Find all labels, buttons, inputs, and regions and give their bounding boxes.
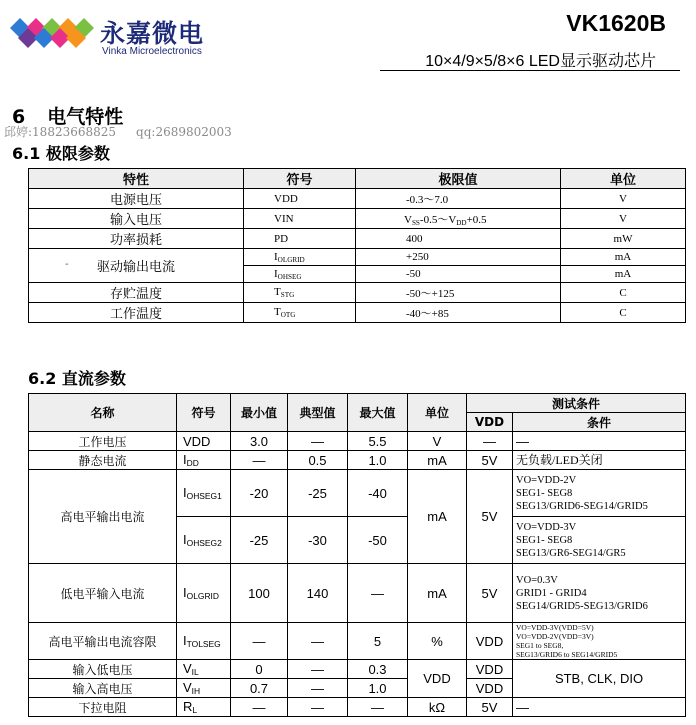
row-unit: C (561, 303, 686, 323)
col-header-characteristic: 特性 (29, 169, 244, 189)
contact-qq: qq:2689802003 (136, 125, 232, 139)
row-max: 5.5 (348, 432, 408, 451)
table-row (29, 189, 686, 209)
condition-line: SEG1- SEG8 (516, 487, 573, 499)
row-min: — (231, 698, 288, 717)
row-symbol: VDD (177, 432, 231, 451)
col-header-symbol: 符号 (177, 394, 231, 432)
table-row (29, 209, 686, 229)
row-symbol (177, 679, 231, 698)
row-condition (513, 517, 686, 564)
sym-main: V (183, 680, 192, 695)
row-name: 功率损耗 (29, 229, 244, 249)
row-min: -25 (231, 517, 288, 564)
condition-line: VO=VDD-3V(VDD=5V) (516, 623, 594, 632)
sym-main: I (274, 250, 278, 263)
table-row (29, 432, 686, 451)
company-name-en: Vinka Microelectronics (102, 46, 202, 57)
sym-sub: L (192, 705, 198, 715)
sym-sub: OHSEG2 (186, 538, 222, 548)
row-unit: V (561, 209, 686, 229)
row-min: — (231, 623, 288, 660)
header-rule (380, 70, 680, 71)
row-name: 下拉电阻 (29, 698, 177, 717)
row-name: 工作电压 (29, 432, 177, 451)
sym-main: T (274, 286, 281, 298)
sym-main: V (183, 661, 192, 676)
row-vdd: 5V (467, 698, 513, 717)
row-name: 低电平输入电流 (29, 564, 177, 623)
sym-sub: TOLSEG (186, 639, 221, 649)
row-max: 1.0 (348, 679, 408, 698)
row-condition (513, 623, 686, 660)
table-header-row (29, 169, 686, 189)
condition-line: SEG1 to SEG8, (516, 641, 564, 650)
row-min: 3.0 (231, 432, 288, 451)
contact-info (4, 123, 232, 140)
condition-line: VO=VDD-2V(VDD=3V) (516, 632, 594, 641)
table-row (29, 451, 686, 470)
sym-sub: DD (186, 458, 199, 468)
row-min: 100 (231, 564, 288, 623)
row-unit: % (408, 623, 467, 660)
condition-line: GRID1 - GRID4 (516, 587, 587, 599)
section-6-title: 电气特性 (47, 106, 124, 128)
sym-sub: OHSEG (277, 272, 302, 281)
row-typ: — (288, 623, 348, 660)
col-header-vdd: VDD (467, 413, 513, 432)
table-row (29, 470, 686, 517)
row-symbol (177, 470, 231, 517)
value-part: +0.5 (466, 213, 487, 226)
row-unit: VDD (408, 660, 467, 698)
row-value: 400 (356, 229, 561, 249)
col-header-min: 最小值 (231, 394, 288, 432)
row-condition (513, 564, 686, 623)
row-condition (513, 470, 686, 517)
row-vdd: — (467, 432, 513, 451)
row-max: 5 (348, 623, 408, 660)
row-vdd: VDD (467, 679, 513, 698)
row-max: — (348, 564, 408, 623)
sym-sub: STG (280, 291, 295, 299)
row-symbol (177, 698, 231, 717)
row-symbol (244, 249, 356, 266)
condition-line: SEG13/GR6-SEG14/GR5 (516, 547, 626, 559)
row-condition: — (513, 698, 686, 717)
table-header-row (29, 394, 686, 413)
sym-sub: OHSEG1 (186, 491, 222, 501)
col-header-max: 最大值 (348, 394, 408, 432)
col-header-condition: 条件 (513, 413, 686, 432)
row-symbol (244, 266, 356, 283)
row-name (29, 249, 244, 283)
row-symbol (177, 517, 231, 564)
row-min: -20 (231, 470, 288, 517)
row-name: 高电平输出电流容限 (29, 623, 177, 660)
row-name: 输入低电压 (29, 660, 177, 679)
section-6-1-heading: 6.1 极限参数 (12, 144, 110, 163)
value-sub: SS (411, 218, 420, 227)
row-unit: mA (408, 451, 467, 470)
row-symbol: PD (244, 229, 356, 249)
value-part: V (404, 213, 412, 226)
row-max: — (348, 698, 408, 717)
row-typ: -25 (288, 470, 348, 517)
condition-line: SEG13/GRID6-SEG14/GRID5 (516, 500, 648, 512)
col-header-limit: 极限值 (356, 169, 561, 189)
row-typ: 0.5 (288, 451, 348, 470)
row-symbol: VDD (244, 189, 356, 209)
row-symbol (177, 660, 231, 679)
row-value: -40～+85 (356, 303, 561, 323)
condition-line: VO=0.3V (516, 574, 558, 586)
row-unit: mA (561, 249, 686, 266)
row-unit: mA (561, 266, 686, 283)
row-typ: — (288, 660, 348, 679)
table-row (29, 698, 686, 717)
condition-line: SEG13/GRID6 to SEG14/GRID5 (516, 650, 618, 659)
sym-sub: OLGRID (277, 255, 305, 264)
table-row (29, 303, 686, 323)
row-name: 静态电流 (29, 451, 177, 470)
table-row (29, 623, 686, 660)
row-unit: V (561, 189, 686, 209)
row-typ: — (288, 698, 348, 717)
section-6-number: 6 (12, 106, 26, 128)
sym-main: T (274, 306, 281, 318)
row-symbol: VIN (244, 209, 356, 229)
absolute-max-table (28, 168, 686, 323)
row-unit: mA (408, 564, 467, 623)
sym-main: I (183, 532, 187, 547)
row-value: -50～+125 (356, 283, 561, 303)
sym-sub: OLGRID (186, 591, 219, 601)
row-typ: — (288, 432, 348, 451)
row-value: +250 (356, 249, 561, 266)
condition-line: VO=VDD-3V (516, 521, 577, 533)
row-min: — (231, 451, 288, 470)
product-subtitle: 10×4/9×5/8×6 LED显示驱动芯片 (425, 53, 656, 70)
row-name: 输入高电压 (29, 679, 177, 698)
table-row (29, 249, 686, 266)
company-name-cn: 永嘉微电 (100, 19, 205, 48)
row-vdd: VDD (467, 623, 513, 660)
row-typ: -30 (288, 517, 348, 564)
col-header-unit: 单位 (408, 394, 467, 432)
section-6-2-heading: 6.2 直流参数 (28, 369, 126, 388)
sym-main: I (183, 485, 187, 500)
row-max: -50 (348, 517, 408, 564)
sym-sub: OTG (280, 311, 296, 319)
row-condition: 无负载/LED关闭 (513, 451, 686, 470)
row-vdd: 5V (467, 470, 513, 564)
condition-line: SEG14/GRID5-SEG13/GRID6 (516, 600, 648, 612)
row-vdd: 5V (467, 564, 513, 623)
row-name: 高电平输出电流 (29, 470, 177, 564)
table-row (29, 229, 686, 249)
condition-line: VO=VDD-2V (516, 474, 577, 486)
table-row (29, 564, 686, 623)
row-vdd: 5V (467, 451, 513, 470)
row-symbol (177, 451, 231, 470)
row-name: 工作温度 (29, 303, 244, 323)
row-name: 存贮温度 (29, 283, 244, 303)
row-typ: — (288, 679, 348, 698)
table-row (29, 283, 686, 303)
row-max: 0.3 (348, 660, 408, 679)
table-row (29, 660, 686, 679)
sym-main: R (183, 699, 193, 714)
row-name-text: 驱动输出电流 (96, 260, 175, 275)
row-min: 0.7 (231, 679, 288, 698)
row-symbol (177, 564, 231, 623)
row-typ: 140 (288, 564, 348, 623)
row-value: -0.3～7.0 (356, 189, 561, 209)
row-unit: V (408, 432, 467, 451)
row-condition: STB, CLK, DIO (513, 660, 686, 698)
row-symbol (244, 303, 356, 323)
col-header-typ: 典型值 (288, 394, 348, 432)
row-vdd: VDD (467, 660, 513, 679)
row-symbol (177, 623, 231, 660)
row-dash: - (65, 259, 69, 270)
value-part: -0.5～V (419, 213, 457, 226)
row-name: 电源电压 (29, 189, 244, 209)
contact-name-phone: 邱婷:18823668825 (4, 125, 117, 139)
row-name: 输入电压 (29, 209, 244, 229)
sym-main: I (183, 452, 187, 467)
row-value (356, 209, 561, 229)
condition-line: SEG1- SEG8 (516, 534, 573, 546)
row-symbol (244, 283, 356, 303)
vinka-logo-icon (6, 12, 106, 54)
row-max: -40 (348, 470, 408, 517)
sym-sub: IL (191, 667, 199, 677)
row-unit: C (561, 283, 686, 303)
col-header-symbol: 符号 (244, 169, 356, 189)
col-header-test-conditions: 测试条件 (467, 394, 686, 413)
col-header-name: 名称 (29, 394, 177, 432)
sym-main: I (274, 267, 278, 280)
row-max: 1.0 (348, 451, 408, 470)
sym-main: I (183, 585, 187, 600)
row-condition: — (513, 432, 686, 451)
row-unit: mA (408, 470, 467, 564)
row-min: 0 (231, 660, 288, 679)
col-header-unit: 单位 (561, 169, 686, 189)
sym-main: I (183, 633, 187, 648)
value-sub: DD (456, 218, 467, 227)
row-unit: mW (561, 229, 686, 249)
sym-sub: IH (191, 686, 201, 696)
dc-parameters-table (28, 393, 686, 717)
row-unit: kΩ (408, 698, 467, 717)
model-number: VK1620B (566, 10, 666, 36)
row-value: -50 (356, 266, 561, 283)
